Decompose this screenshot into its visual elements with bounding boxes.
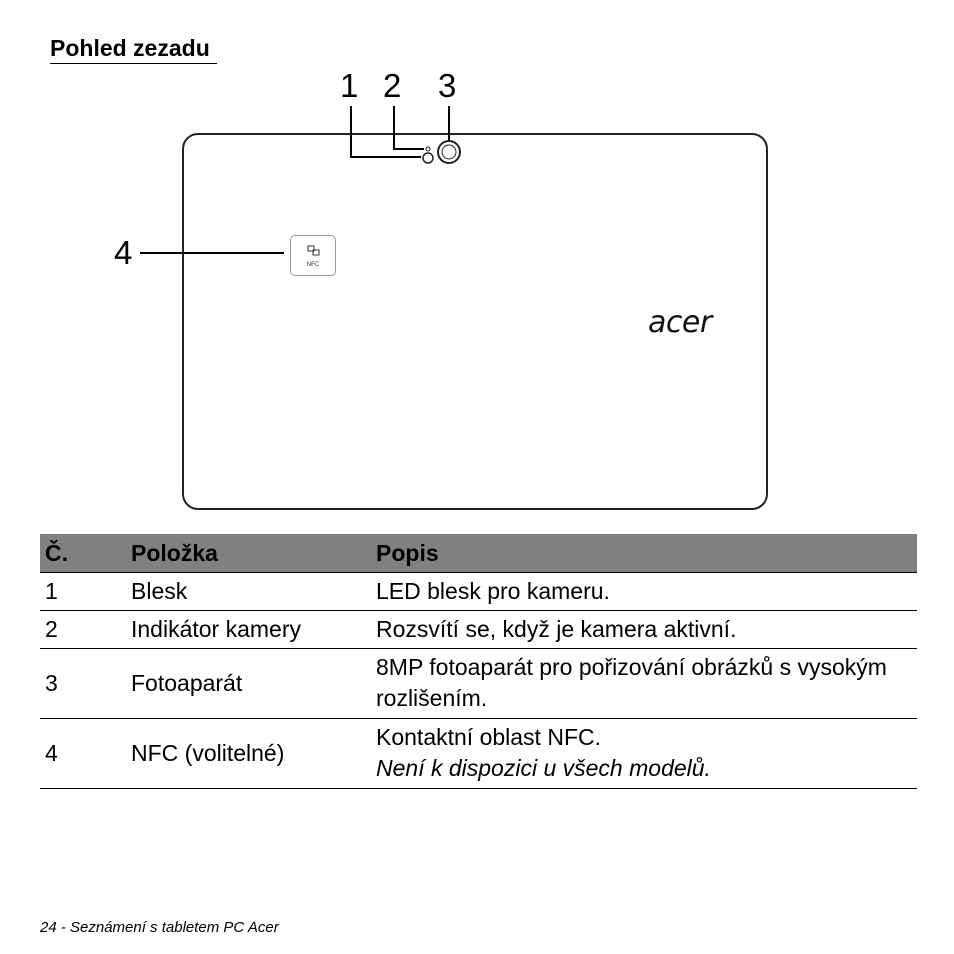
table-row xyxy=(40,649,917,719)
header-number: Č. xyxy=(40,534,126,573)
camera-lens-icon xyxy=(438,141,460,163)
components-table xyxy=(40,534,917,789)
nfc-label: NFC xyxy=(306,262,320,268)
callout-3: 3 xyxy=(438,67,457,104)
row-number: 2 xyxy=(40,611,126,649)
table-row xyxy=(40,719,917,789)
row-description-cell xyxy=(371,719,917,789)
row-number: 1 xyxy=(40,573,126,611)
callout-1: 1 xyxy=(340,67,359,104)
row-description: LED blesk pro kameru. xyxy=(371,573,917,611)
row-description: Kontaktní oblast NFC. xyxy=(376,724,601,750)
header-item: Položka xyxy=(126,534,371,573)
section-heading: Pohled zezadu xyxy=(50,33,217,64)
page-footer: 24 - Seznámení s tabletem PC Acer xyxy=(40,919,279,936)
row-description: 8MP fotoaparát pro pořizování obrázků s vysokým rozlišením. xyxy=(371,649,917,719)
header-description: Popis xyxy=(371,534,917,573)
row-item: Fotoaparát xyxy=(126,649,371,719)
row-note: Není k dispozici u všech modelů. xyxy=(376,755,711,781)
table-header-row xyxy=(40,534,917,573)
row-description: Rozsvítí se, když je kamera aktivní. xyxy=(371,611,917,649)
row-number: 4 xyxy=(40,719,126,789)
flash-icon xyxy=(423,153,433,163)
camera-indicator-icon xyxy=(426,147,430,151)
acer-logo: acer xyxy=(648,305,712,340)
table-row xyxy=(40,611,917,649)
callout-line-2 xyxy=(394,106,424,149)
row-item: NFC (volitelné) xyxy=(126,719,371,789)
row-item: Blesk xyxy=(126,573,371,611)
table-row xyxy=(40,573,917,611)
callout-4: 4 xyxy=(114,234,133,271)
callout-2: 2 xyxy=(383,67,402,104)
row-number: 3 xyxy=(40,649,126,719)
row-item: Indikátor kamery xyxy=(126,611,371,649)
